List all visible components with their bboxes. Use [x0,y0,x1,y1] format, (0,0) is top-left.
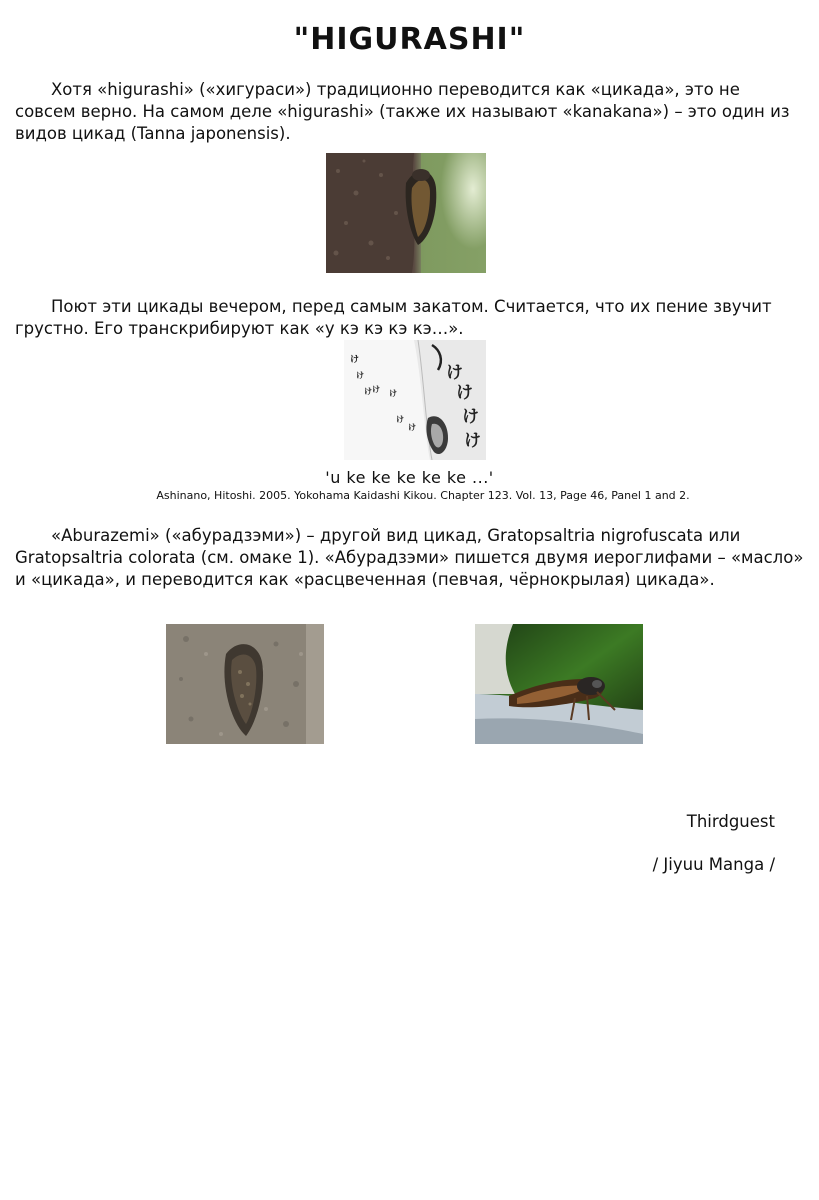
svg-text:け: け [356,371,364,380]
paragraph-text: «Aburazemi» («абурадзэми») – другой вид цикад, Gratopsaltria nigrofuscata или Gratopsaltria colorata (см. омаке 1). «Абурадзэми» пишется двумя иероглифами – «масло» и «цикада», и переводится как «расцвеченная (певчая, чёрнокрылая) цикада». [15,526,804,589]
translator-name: Thirdguest [686,812,775,831]
manga-panel-image [344,340,486,460]
svg-text:け: け [364,387,372,396]
svg-text:け: け [389,389,397,398]
paragraph-text: Поют эти цикады вечером, перед самым закатом. Считается, что их пение звучит грустно. Его транскрибируют как «у кэ кэ кэ кэ…». [15,297,772,338]
page-title: "HIGURASHI" [293,22,526,57]
paragraph-song [15,296,805,340]
group-name: / Jiyuu Manga / [652,855,775,874]
svg-text:け: け [372,385,380,394]
svg-text:け: け [350,355,360,365]
higurashi-cicada-photo [326,153,486,273]
manga-source-citation: Ashinano, Hitoshi. 2005. Yokohama Kaidashi Kikou. Chapter 123. Vol. 13, Page 46, Panel 1 and 2. [156,489,690,502]
aburazemi-photo-stone [166,624,324,744]
paragraph-aburazemi [15,525,805,591]
paragraph-higurashi [15,79,805,145]
manga-caption: 'u ke ke ke ke ke ...' [325,468,494,487]
svg-text:け: け [456,383,473,403]
svg-text:け: け [464,431,481,451]
aburazemi-photo-green [475,624,643,744]
svg-text:け: け [462,407,479,427]
svg-text:け: け [446,363,463,383]
svg-text:け: け [396,415,404,424]
svg-text:け: け [408,423,416,432]
paragraph-text: Хотя «higurashi» («хигураси») традиционно переводится как «цикада», это не совсем верно. На самом деле «higurashi» (также их называют «kanakana») – это один из видов цикад (Tanna japonensis). [15,80,790,143]
